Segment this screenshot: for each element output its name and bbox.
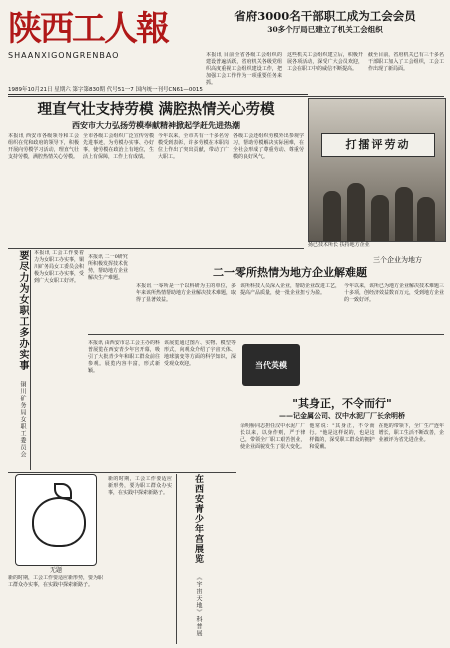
top-story-headline: 省府3000名干部职工成为工会会员 [234,9,416,23]
photo-caption: 扬已技术所长 扶持地方企业 [308,242,370,248]
feature-story [240,396,444,643]
vertical-headline-text: 要尽力为女职工多办实事 [17,250,28,371]
lead-story-columns [8,133,304,251]
photo-figure [347,183,365,241]
left-vertical-text: 本报讯 工会工作要着力为女职工办实事，铜川矿务局女工委员会积极为女职工办实事，受到广大女职工好评。 [34,250,84,284]
cartoon-caption: 无题 [49,567,62,574]
text-column: 余明桥同志担任汉中水泥厂厂长以来，以身作则，严于律己，带领全厂职工艰苦创业，使企业面貌发生了很大变化。 [240,423,306,450]
masthead-info: 1989年10月21日 星期六 第字第830期 代号51一7 国内统一刊号CN61—0015 [8,86,308,95]
photo-figure [371,195,389,241]
mid-small-column: 本报讯 二一0研究所积极发挥技术优势，帮助地方企业解决生产难题。 [88,254,129,281]
news-photo [308,98,446,242]
feature-columns [240,423,444,643]
photo-figure [323,191,341,241]
photo-banner: 打擂评劳动 [321,133,435,157]
text-column: 本报讯 目前全省各级工会组织的建设普遍活跃，省府机关各级党组织高度重视工会组织建设工作，把加强工会工作作为一项重要任务来抓。 [206,52,282,86]
section-badge: 当代英模 [242,344,300,386]
mid-story-headline: 二一零所热情为地方企业解难题 [213,266,367,279]
lead-story-headline: 理直气壮支持劳模 满腔热情关心劳模 [37,101,275,118]
text-column: 本报讯 西安市各级领导和工会组织在党和政府的领导下，积极开展向劳模学习活动，理直气壮支持劳模，满腔热情关心劳模。 [8,133,79,160]
text-column: 今年以来，全市共有一千多名劳模受到表彰，许多劳模在本职岗位上作出了突出贡献，带动了广大职工。 [158,133,229,160]
photo-figure [395,187,413,241]
text-column: 本报讯 一零所是一个以科研为主的单位，多年来该所热情帮助地方企业解决技术难题，取得了显著效益。 [136,283,236,303]
divider [88,334,444,335]
lower-vertical-headline [176,474,205,644]
vertical-subhead-text: 《宇宙天地》科普展 [195,574,202,638]
divider [8,248,304,249]
text-column: 本报讯 由西安市总工会主办的科普展览在西安青少年宫开幕，吸引了大批青少年和职工群众前往参观。展览内容丰富，形式新颖。 [88,340,160,374]
feature-subhead: ——记金属公司、汉中水泥厂厂长余明桥 [279,411,405,420]
text-column: 各级工会还组织劳模外出参观学习，帮助劳模解决实际困难，在全社会形成了尊重劳动、尊重劳模的良好风气。 [233,133,304,160]
top-story-subhead: 30多个厅局已建立了机关工会组织 [267,25,383,34]
vertical-subhead-text: 铜川矿务局女职工委员会 [19,381,26,459]
lead-story-subhead: 西安市大力弘扬劳模奉献精神掀起学赶先进热潮 [72,120,240,130]
text-column: 这些机关工会组织建立后，积极开展各项活动，深受广大会员欢迎，工会在职工中的威信不断提高。 [287,52,363,72]
text-column: 今年以来，该所已为地方企业解决技术难题三十多项，创经济效益数百万元，受到地方企业的一致好评。 [344,283,444,303]
text-column: 截至目前，省府机关已有三千多名干部职工加入了工会组织，工会工作出现了新局面。 [368,52,444,72]
apple-icon [32,497,86,547]
top-story-columns [206,52,444,96]
top-story [206,8,444,35]
mid-story [136,256,444,349]
masthead [8,8,184,80]
lead-story [8,100,304,251]
newspaper-logo: 陕西工人報 [8,9,168,49]
text-column: 他常说："其身正，不令而行。"他是这样说的，也是这样做的，深受职工群众的拥护和爱戴。 [309,423,375,450]
cartoon-block [8,474,104,623]
apple-cartoon [15,474,97,566]
text-column: 新的时期，工会工作要适应新形势，要为职工群众办实事，在实践中探索新路子。 [108,476,172,496]
text-column: 在他的带领下，全厂生产连年增长，职工生活不断改善，企业被评为省先进企业。 [378,423,444,443]
masthead-pinyin: SHAANXIGONGRENBAO [8,51,120,60]
divider [8,96,444,97]
mid-story-kicker: 三个企业为地方 [373,256,422,264]
cartoon-text: 新的时期，工会工作要适应新形势，要为职工群众办实事，在实践中探索新路子。 [8,575,104,588]
vertical-headline-text: 在西安青少年宫展览 [193,474,203,564]
text-column: 该展览通过图片、实物、模型等形式，向观众介绍了宇宙天体、地球演变等方面的科学知识，深受观众欢迎。 [164,340,236,367]
text-column: 该所科技人员深入企业，帮助企业改进工艺，提高产品质量，使一批企业扭亏为盈。 [240,283,340,296]
text-column: 全市各级工会组织广泛宣传劳模先进事迹，为劳模办实事、办好事，使劳模在政治上有地位，生活上有保障，工作上有成绩。 [83,133,154,160]
left-vertical-headline [8,250,31,470]
photo-figure [417,197,435,241]
divider [8,472,236,473]
feature-headline: "其身正，不令而行" [292,397,392,410]
